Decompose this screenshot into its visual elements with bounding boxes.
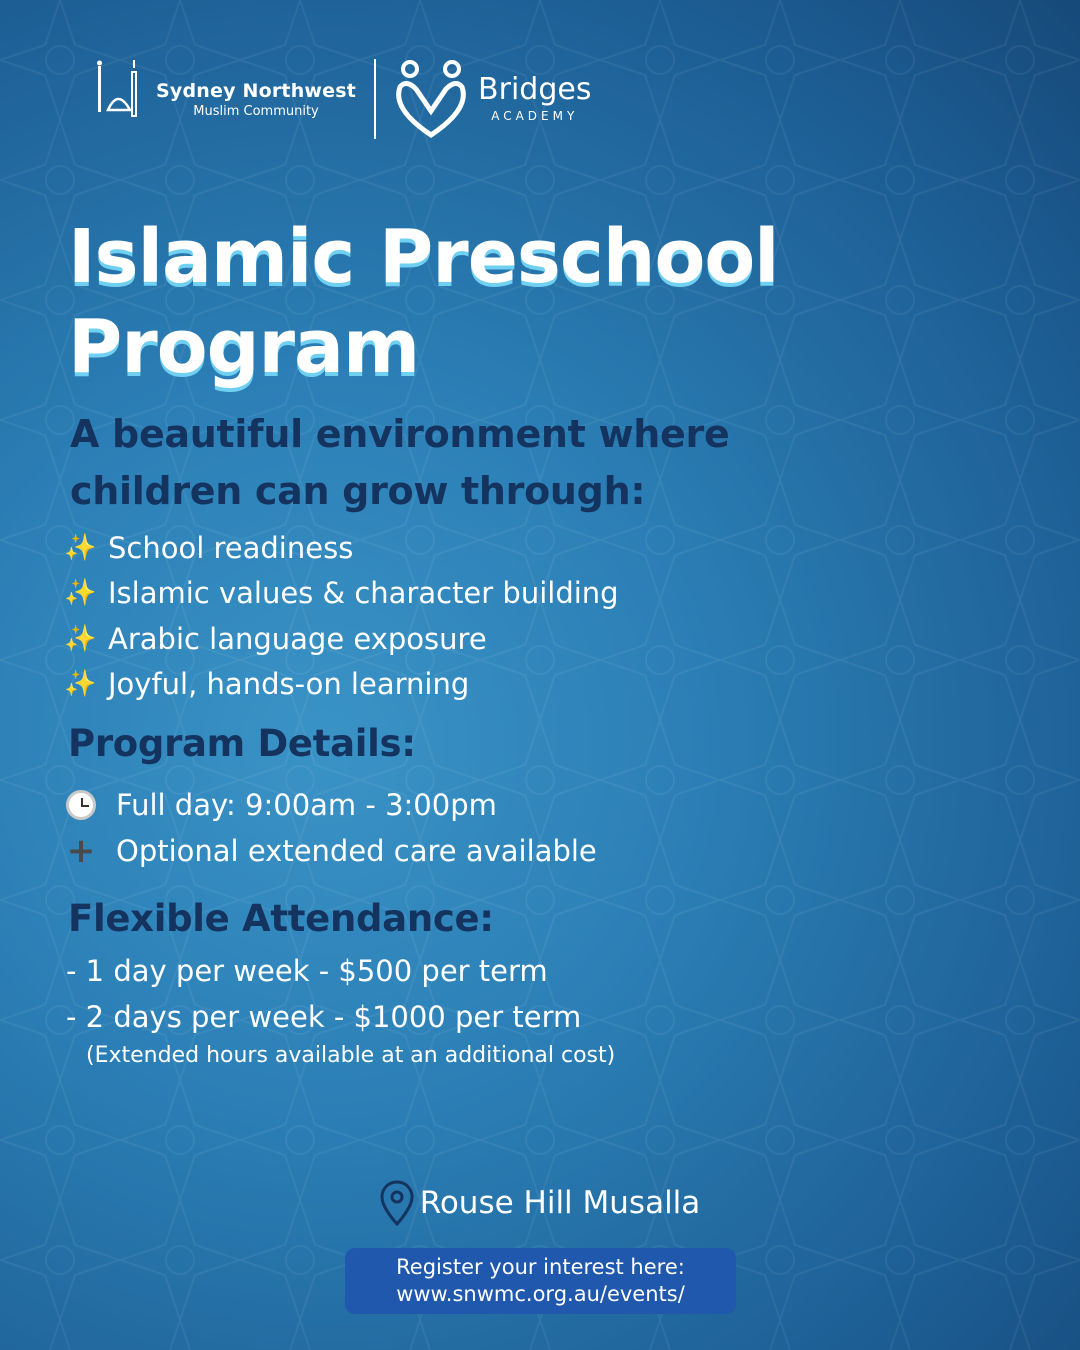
list-item — [64, 571, 619, 617]
academy-subname: ACADEMY — [491, 109, 579, 123]
list-item — [64, 616, 619, 662]
location-pin-icon — [380, 1180, 414, 1226]
location-text: Rouse Hill Musalla — [419, 1185, 701, 1221]
location — [0, 1180, 1080, 1226]
logo-divider — [374, 59, 376, 139]
details-heading: Program Details: — [68, 722, 416, 765]
attendance-note: (Extended hours available at an additional cost) — [86, 1043, 616, 1068]
attendance-list — [66, 948, 581, 1040]
benefit-text: Islamic values & character building — [108, 576, 619, 611]
register-link[interactable]: www.snwmc.org.au/events/ — [396, 1282, 685, 1306]
list-item: - 1 day per week - $500 per term — [66, 954, 548, 988]
register-label: Register your interest here: — [396, 1255, 685, 1279]
mosque-crescent-logo-icon — [72, 54, 148, 144]
subtitle — [70, 406, 729, 520]
title-line-2: Program — [68, 304, 420, 390]
academy-logo-text — [478, 72, 592, 123]
details-list — [64, 782, 597, 874]
academy-name: Bridges — [478, 72, 592, 107]
benefit-text: School readiness — [108, 530, 354, 565]
list-item — [64, 525, 619, 571]
org-subname: Muslim Community — [193, 103, 319, 119]
detail-text: Full day: 9:00am - 3:00pm — [116, 788, 497, 822]
page-title — [68, 212, 779, 392]
subtitle-line-1: A beautiful environment where — [70, 412, 730, 456]
sparkles-icon: ✨ — [64, 578, 97, 609]
sparkles-icon: ✨ — [64, 669, 97, 700]
register-button[interactable] — [345, 1248, 736, 1314]
list-item — [64, 782, 597, 828]
list-item — [64, 662, 619, 708]
title-line-1: Islamic Preschool — [68, 214, 779, 300]
benefit-text: Joyful, hands-on learning — [108, 667, 470, 702]
clock-icon — [66, 790, 96, 820]
sparkles-icon: ✨ — [64, 623, 97, 654]
org-name: Sydney Northwest — [156, 79, 357, 102]
detail-text: Optional extended care available — [116, 834, 597, 868]
list-item — [64, 828, 597, 874]
sparkles-icon: ✨ — [64, 532, 97, 563]
subtitle-line-2: children can grow through: — [70, 469, 646, 513]
attendance-heading: Flexible Attendance: — [68, 897, 494, 940]
bridges-heart-logo-icon — [390, 59, 472, 139]
header-logos — [72, 54, 591, 144]
benefit-text: Arabic language exposure — [108, 621, 487, 656]
plus-icon: + — [66, 831, 96, 871]
org-logo-text — [156, 80, 356, 119]
list-item: - 2 days per week - $1000 per term — [66, 1000, 582, 1034]
benefits-list — [64, 525, 619, 707]
